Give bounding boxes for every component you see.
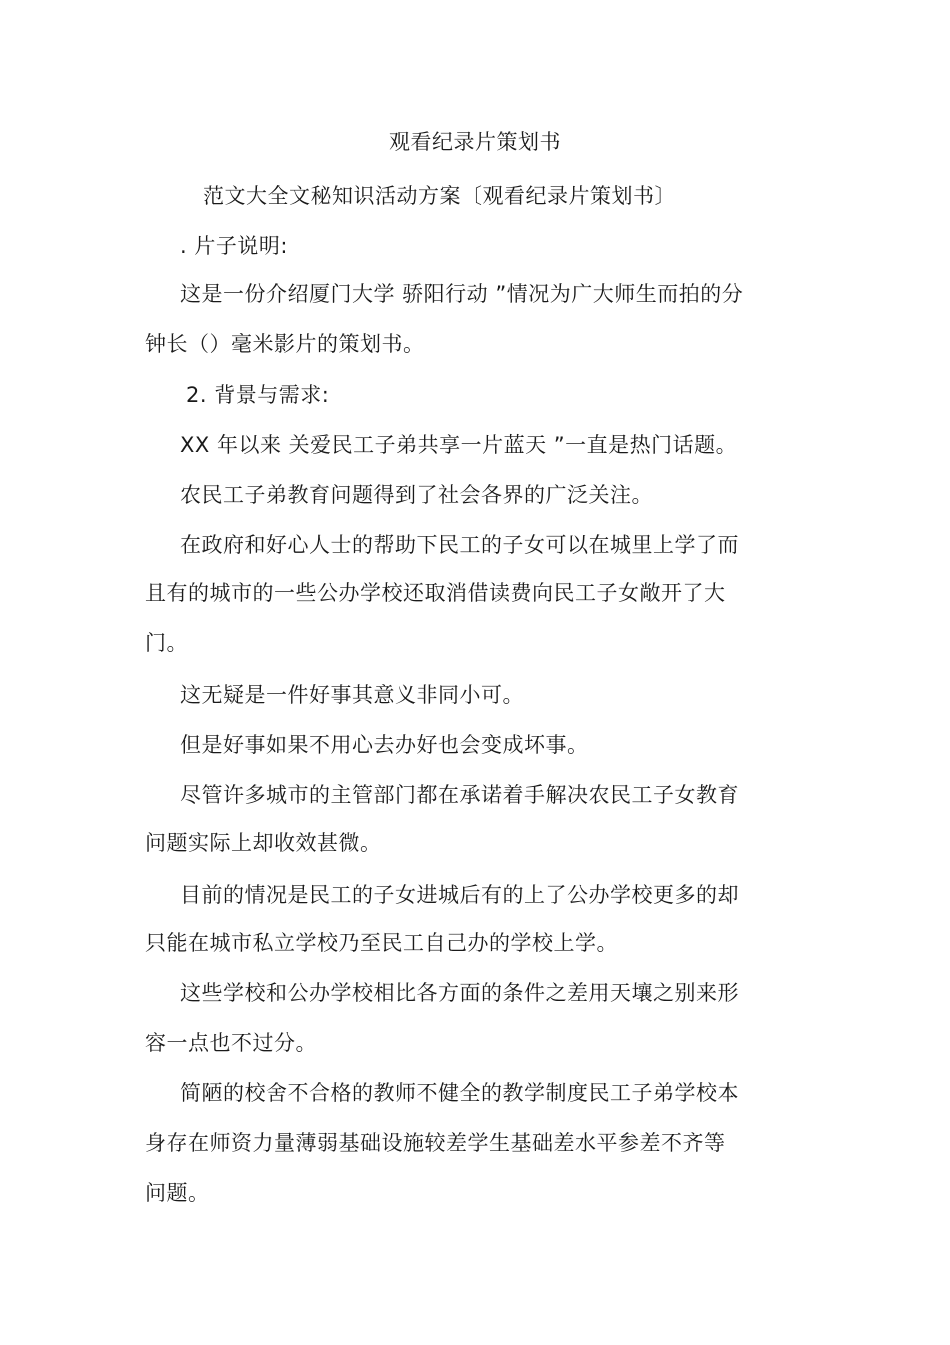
paragraph-line: 这些学校和公办学校相比各方面的条件之差用天壤之别来形: [180, 981, 739, 1005]
paragraph-line: 简陋的校舍不合格的教师不健全的教学制度民工子弟学校本: [180, 1081, 739, 1105]
paragraph-line: 钟长（）毫米影片的策划书。: [145, 332, 425, 356]
section-heading-background: 2. 背景与需求:: [186, 383, 330, 407]
paragraph-line: 尽管许多城市的主管部门都在承诺着手解决农民工子女教育: [180, 783, 739, 807]
paragraph-line: 这是一份介绍厦门大学 骄阳行动 ”情况为广大师生而拍的分: [180, 282, 744, 306]
section-heading-film-description: . 片子说明:: [180, 234, 288, 258]
paragraph-line: 这无疑是一件好事其意义非同小可。: [180, 683, 524, 707]
document-subtitle: 范文大全文秘知识活动方案〔观看纪录片策划书〕: [203, 184, 676, 208]
paragraph-line: 但是好事如果不用心去办好也会变成坏事。: [180, 733, 589, 757]
paragraph-line: 门。: [145, 631, 188, 655]
paragraph-line: 农民工子弟教育问题得到了社会各界的广泛关注。: [180, 483, 653, 507]
paragraph-line: XX 年以来 关爱民工子弟共享一片蓝天 ”一直是热门话题。: [180, 433, 738, 457]
paragraph-line: 身存在师资力量薄弱基础设施较差学生基础差水平参差不齐等: [145, 1131, 726, 1155]
document-title: 观看纪录片策划书: [389, 130, 561, 154]
paragraph-line: 容一点也不过分。: [145, 1031, 317, 1055]
paragraph-line: 在政府和好心人士的帮助下民工的子女可以在城里上学了而: [180, 533, 739, 557]
paragraph-line: 只能在城市私立学校乃至民工自己办的学校上学。: [145, 931, 618, 955]
paragraph-line: 问题实际上却收效甚微。: [145, 831, 382, 855]
paragraph-line: 问题。: [145, 1181, 210, 1205]
paragraph-line: 且有的城市的一些公办学校还取消借读费向民工子女敞开了大: [145, 581, 726, 605]
paragraph-line: 目前的情况是民工的子女进城后有的上了公办学校更多的却: [180, 883, 739, 907]
